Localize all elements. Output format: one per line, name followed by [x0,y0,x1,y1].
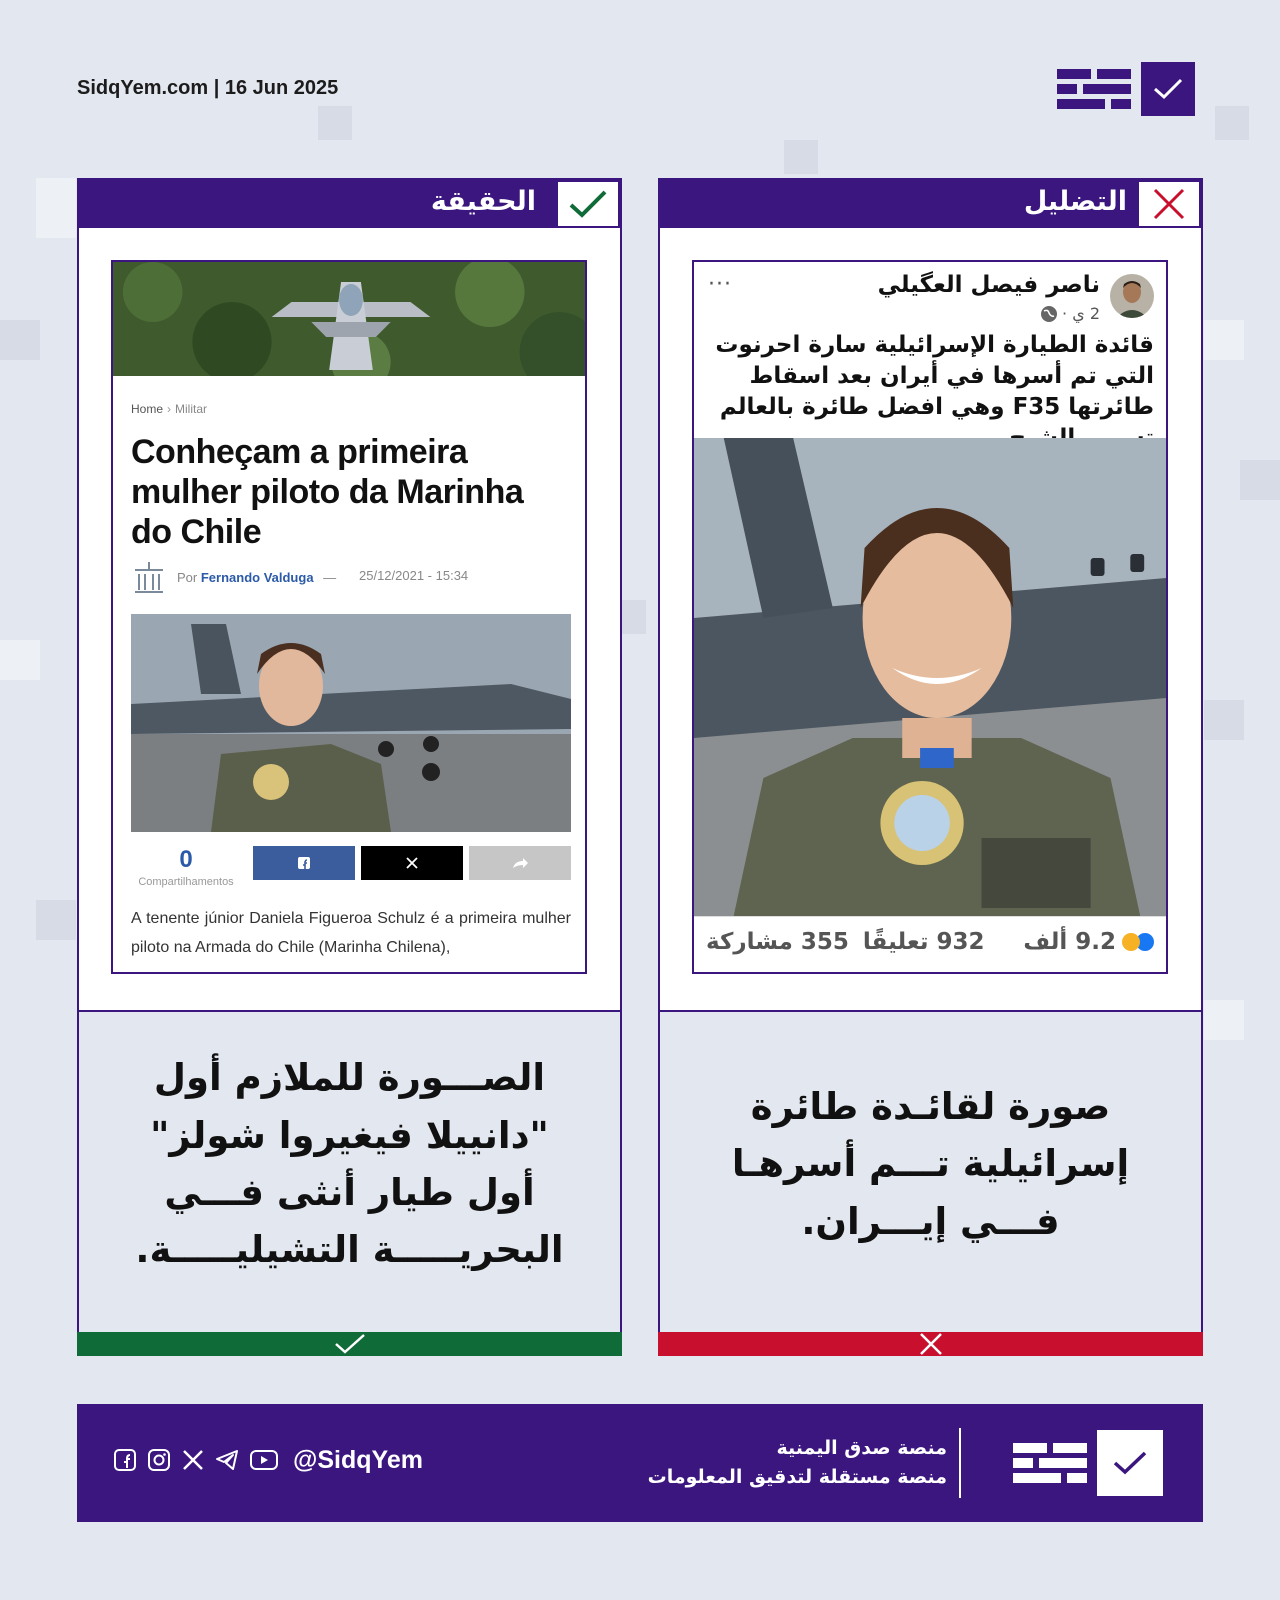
bg-pixel [1215,106,1249,140]
logo-check-icon [1141,62,1195,116]
bg-pixel [1240,460,1280,500]
social-handle[interactable]: @SidqYem [293,1446,423,1474]
bg-pixel [0,320,40,360]
false-panel-header [660,180,1201,228]
haha-icon [1122,933,1140,951]
article-date: 25/12/2021 - 15:34 [359,568,469,583]
bg-pixel [784,140,818,174]
article-headline: Conheçam a primeira mulher piloto da Marinha do Chile [131,433,524,551]
share-bar [131,846,571,890]
share-count-number: 0 [179,846,193,873]
reaction-count[interactable] [1023,929,1154,955]
byline-author [177,570,336,585]
post-author-name[interactable]: ناصر فيصل العگيلي [877,272,1100,298]
article-screenshot [111,260,587,974]
truth-panel-header [79,180,620,228]
bg-pixel [318,106,352,140]
bg-pixel [36,900,76,940]
instagram-icon[interactable] [147,1448,171,1472]
truth-evidence [79,228,620,1012]
check-icon [333,1333,367,1355]
share-count [131,846,241,888]
breadcrumb-home[interactable]: Home [131,402,164,416]
article-body: A tenente júnior Daniela Figueroa Schulz é a primeira mulher piloto na Armada do Chile (Marinha Chilena), [131,910,571,956]
reaction-total: 9.2 ألف [1023,929,1116,955]
sidq-logo [1057,62,1195,116]
org-text [648,1434,947,1492]
check-icon [558,182,618,226]
false-evidence [660,228,1201,1012]
false-panel [658,178,1203,1356]
pilot-photo-small [131,614,571,832]
false-caption: صورة لقائـدة طائرة إسرائيلية تـــم أسرهـا فـــي إيـــران. [731,1084,1130,1243]
share-count-label: Compartilhamentos [138,876,234,888]
youtube-icon[interactable] [249,1448,279,1472]
engagement-counts [706,929,984,955]
jet-hero-image [113,262,585,376]
publisher-logo-icon [131,560,167,598]
logo-wordmark [1057,69,1131,109]
x-icon [1139,182,1199,226]
chevron-right-icon: › [167,402,172,416]
facebook-share-button[interactable] [253,846,355,880]
article-byline [131,560,571,600]
x-share-button[interactable] [361,846,463,880]
post-meta [1040,304,1100,323]
byline-prefix: Por [177,570,198,585]
author-link[interactable]: Fernando Valduga [200,570,314,585]
x-icon[interactable] [181,1448,205,1472]
x-logo-icon [405,856,419,870]
site-date-line: SidqYem.com | 16 Jun 2025 [77,77,339,99]
globe-icon [1040,305,1058,323]
truth-panel [77,178,622,1356]
facebook-icon [297,856,311,870]
logo-check-icon [1097,1430,1163,1496]
post-stats [694,916,1166,974]
comment-count[interactable]: 932 تعليقًا [862,929,985,955]
breadcrumb [131,402,207,416]
brand-footer [77,1404,1203,1522]
logo-wordmark [1013,1443,1087,1483]
false-footer-bar [658,1332,1203,1356]
truth-title: الحقيقة [430,186,536,217]
x-icon [918,1333,944,1355]
bg-pixel [0,640,40,680]
org-name: منصة صدق اليمنية [776,1437,947,1459]
truth-footer-bar [77,1332,622,1356]
telegram-icon[interactable] [215,1448,239,1472]
post-text: قائدة الطيارة الإسرائيلية سارة احرنوت التي تم أسرها في أيران بعد اسقاط طائرتها F35 وهي افضل طائرة بالعالم [715,332,1154,420]
footer-logo [1013,1430,1163,1496]
org-tagline: منصة مستقلة لتدقيق المعلومات [647,1466,947,1488]
facebook-post-screenshot [692,260,1168,974]
footer-divider [959,1428,961,1498]
pilot-photo-large [694,438,1166,916]
share-arrow-icon [511,856,529,870]
avatar[interactable] [1110,274,1154,318]
truth-caption: الصـــورة للملازم أول "دانييلا فيغيروا شولز" أول طيار أنثى فـــي البحريـــــة التشيليـــــة. [135,1056,564,1272]
byline-dash: — [323,570,337,585]
false-title: التضليل [1023,186,1127,217]
breadcrumb-section[interactable]: Militar [175,402,208,416]
bg-pixel [36,178,76,238]
more-options-icon[interactable]: ··· [708,272,732,297]
post-time: 2 ي · [1062,304,1100,323]
bg-pixel [1204,320,1244,360]
bg-pixel [1204,700,1244,740]
social-icons [113,1448,279,1472]
facebook-icon[interactable] [113,1448,137,1472]
bg-pixel [1204,1000,1244,1040]
share-count[interactable]: 355 مشاركة [706,929,849,955]
share-button[interactable] [469,846,571,880]
